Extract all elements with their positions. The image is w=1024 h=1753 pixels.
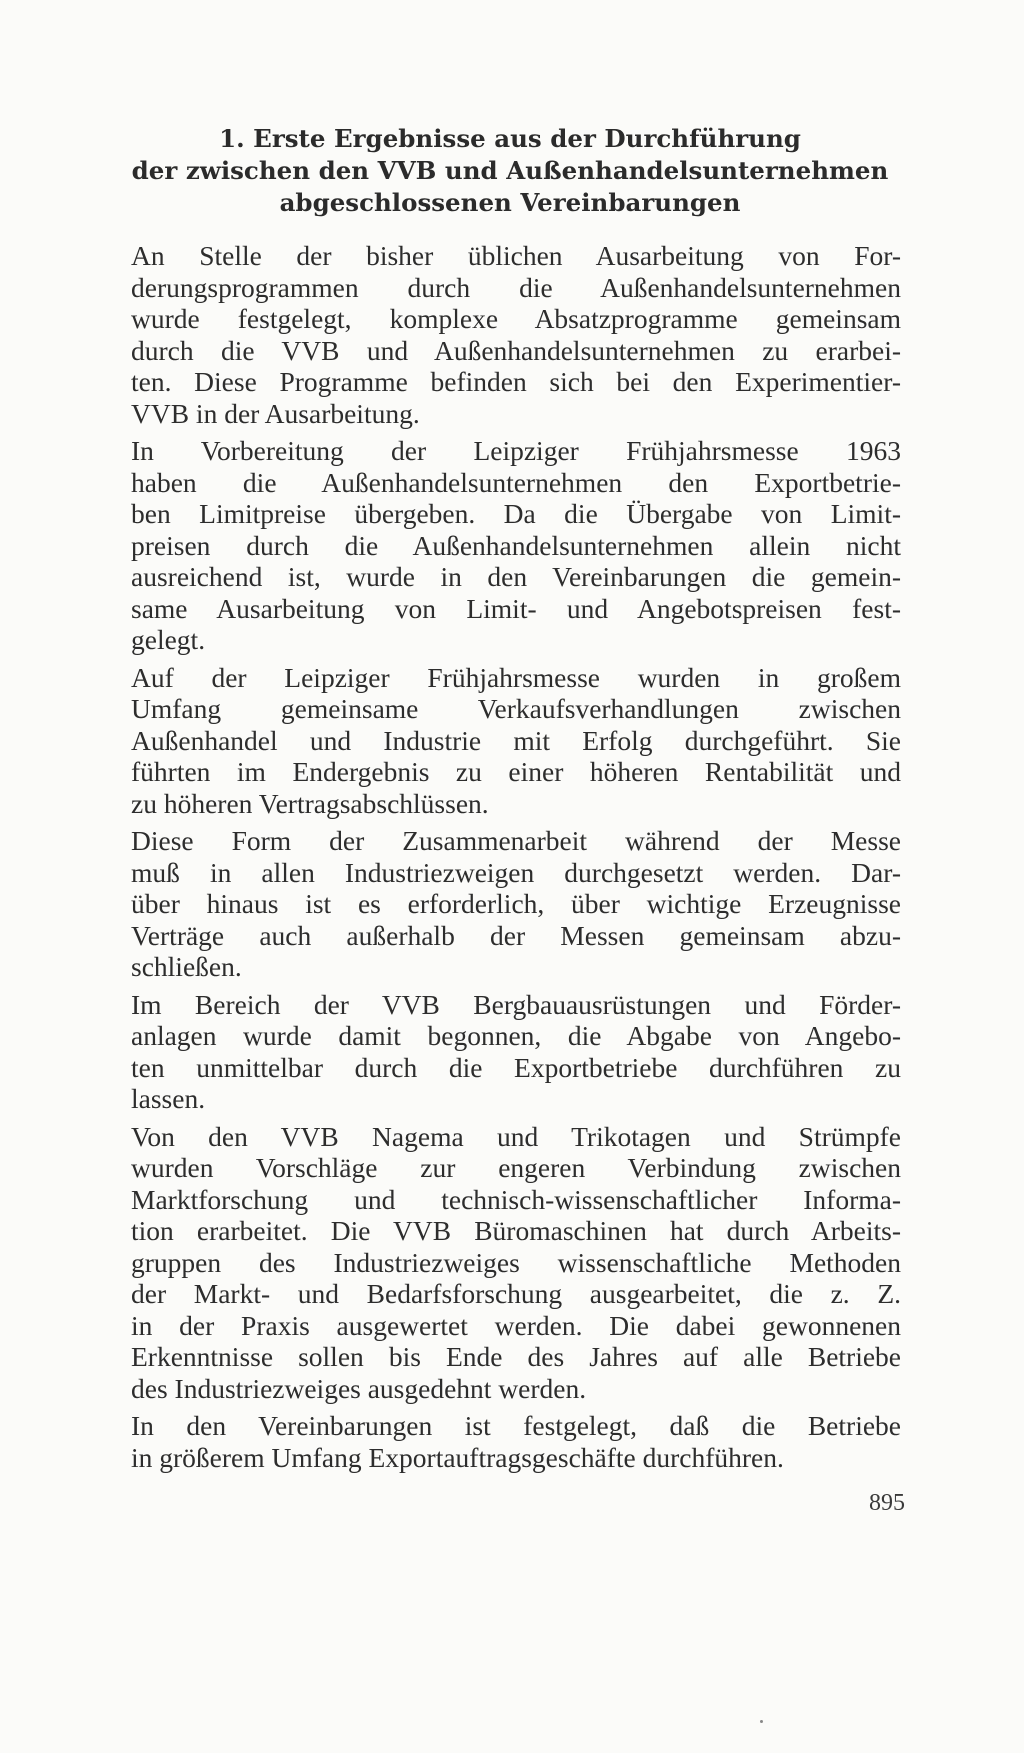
text-line: Marktforschung und technisch-wissenschaftlicher Informa- [131,1183,901,1215]
text-line: Verträge auch außerhalb der Messen gemeinsam abzu- [131,919,901,951]
print-speck [760,1720,763,1723]
text-line: derungsprogrammen durch die Außenhandelsunternehmen [131,271,901,303]
text-line: Im Bereich der VVB Bergbauausrüstungen und Förder- [131,988,901,1020]
section-heading [120,123,900,219]
text-line: in der Praxis ausgewertet werden. Die dabei gewonnenen [131,1309,901,1341]
text-line: preisen durch die Außenhandelsunternehmen allein nicht [131,529,901,561]
text-line: An Stelle der bisher üblichen Ausarbeitung von For- [131,240,901,271]
paragraph-3 [131,662,901,820]
text-line: Umfang gemeinsame Verkaufsverhandlungen zwischen [131,693,901,724]
text-line: ben Limitpreise übergeben. Da die Übergabe von Limit- [131,498,901,529]
heading-line-1: 1. Erste Ergebnisse aus der Durchführung [219,124,801,153]
text-line: Auf der Leipziger Frühjahrsmesse wurden in großem [131,661,901,693]
text-line: ausreichend ist, wurde in den Vereinbarungen die gemein- [131,561,901,592]
text-line: durch die VVB und Außenhandelsunternehmen zu erarbei- [131,334,901,366]
text-line: tion erarbeitet. Die VVB Büromaschinen hat durch Arbeits- [131,1215,901,1246]
text-line: gelegt. [131,624,206,655]
text-line: über hinaus ist es erforderlich, über wichtige Erzeugnisse [131,888,901,919]
text-line: anlagen wurde damit begonnen, die Abgabe von Angebo- [131,1020,901,1051]
heading-line-3: abgeschlossenen Vereinbarungen [279,188,741,217]
text-line: der Markt- und Bedarfsforschung ausgearbeitet, die z. Z. [131,1278,901,1309]
text-line: schließen. [131,951,242,982]
page-number: 895 [869,1490,905,1516]
text-line: in größerem Umfang Exportauftragsgeschäfte durchführen. [131,1441,784,1473]
text-line: lassen. [131,1083,206,1114]
text-line: wurden Vorschläge zur engeren Verbindung zwischen [131,1152,901,1183]
text-line: führten im Endergebnis zu einer höheren Rentabilität und [131,756,901,787]
text-line: Erkenntnisse sollen bis Ende des Jahres auf alle Betriebe [131,1341,901,1372]
text-line: Von den VVB Nagema und Trikotagen und Strümpfe [131,1120,901,1152]
text-line: wurde festgelegt, komplexe Absatzprogramme gemeinsam [131,303,901,334]
text-line: In Vorbereitung der Leipziger Frühjahrsmesse 1963 [131,435,901,466]
text-line: Außenhandel und Industrie mit Erfolg durchgeführt. Sie [131,724,901,756]
paragraph-1 [131,240,901,429]
paragraph-4 [131,825,901,983]
text-line: gruppen des Industriezweiges wissenschaftliche Methoden [131,1246,901,1278]
text-line: Diese Form der Zusammenarbeit während der Messe [131,825,901,856]
text-line: des Industriezweiges ausgedehnt werden. [131,1372,587,1404]
text-line: zu höheren Vertragsabschlüssen. [131,787,489,819]
text-line: VVB in der Ausarbeitung. [131,397,420,429]
text-line: ten unmittelbar durch die Exportbetriebe durchführen zu [131,1051,901,1083]
text-line: In den Vereinbarungen ist festgelegt, daß die Betriebe [131,1410,901,1441]
heading-line-2: der zwischen den VVB und Außenhandelsunternehmen [131,156,889,185]
paragraph-7 [131,1410,901,1473]
text-line: same Ausarbeitung von Limit- und Angebotspreisen fest- [131,592,901,624]
text-line: muß in allen Industriezweigen durchgesetzt werden. Dar- [131,856,901,888]
paragraph-2 [131,435,901,656]
text-line: ten. Diese Programme befinden sich bei den Experimentier- [131,366,901,397]
body-text [131,240,901,1479]
paragraph-5 [131,989,901,1115]
text-line: haben die Außenhandelsunternehmen den Exportbetrie- [131,466,901,498]
paragraph-6 [131,1121,901,1405]
